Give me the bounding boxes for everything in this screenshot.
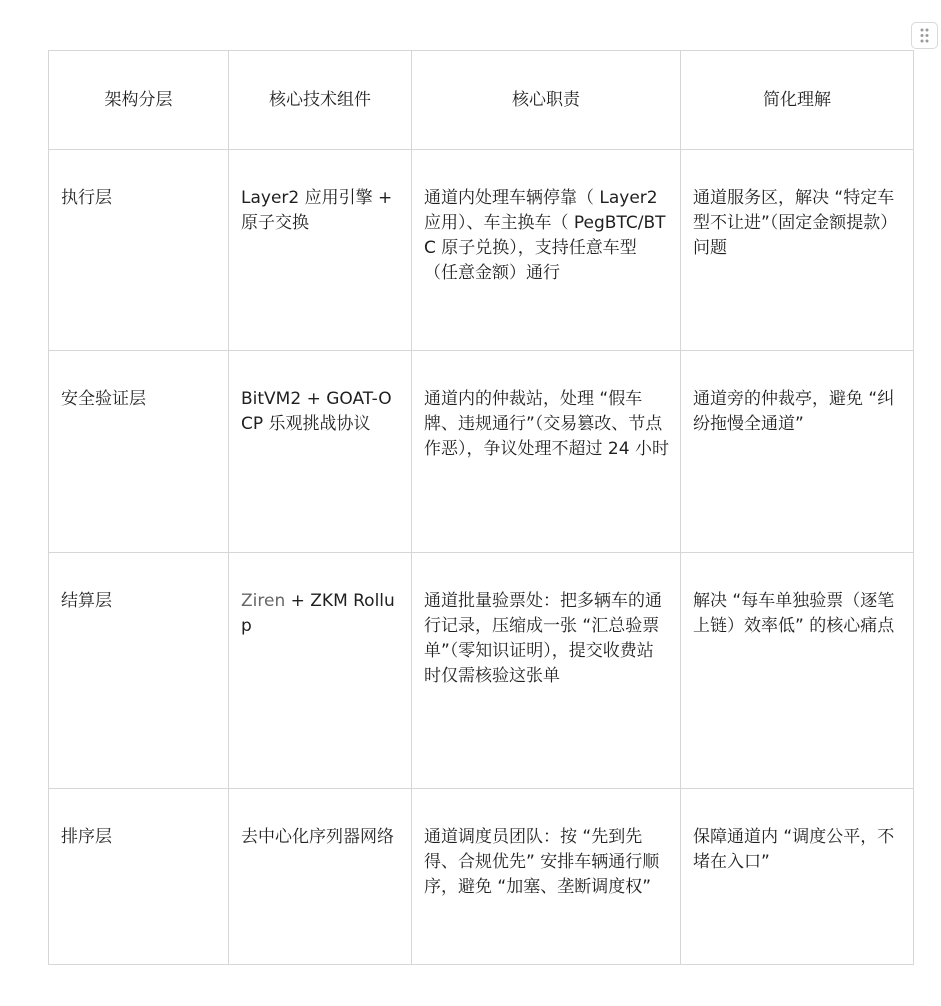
header-component: 核心技术组件 — [229, 51, 412, 150]
table-header-row — [49, 51, 914, 150]
cell-summary: 保障通道内 “调度公平，不堵在入口” — [681, 789, 914, 965]
cell-summary: 解决 “每车单独验票（逐笔上链）效率低” 的核心痛点 — [681, 553, 914, 789]
component-main: + ZKM Rollup — [241, 591, 395, 636]
table-row — [49, 553, 914, 789]
header-layer: 架构分层 — [49, 51, 229, 150]
cell-component: Layer2 应用引擎 + 原子交换 — [229, 150, 412, 351]
cell-layer: 执行层 — [49, 150, 229, 351]
cell-duty: 通道批量验票处：把多辆车的通行记录，压缩成一张 “汇总验票单”（零知识证明），提交收费站时仅需核验这张单 — [412, 553, 681, 789]
cell-duty: 通道内的仲裁站，处理 “假车牌、违规通行”（交易篡改、节点作恶），争议处理不超过 24 小时 — [412, 351, 681, 553]
architecture-table — [48, 50, 914, 965]
drag-handle-icon[interactable] — [911, 22, 938, 49]
cell-summary: 通道旁的仲裁亭，避免 “纠纷拖慢全通道” — [681, 351, 914, 553]
cell-summary: 通道服务区，解决 “特定车型不让进”（固定金额提款）问题 — [681, 150, 914, 351]
cell-component: BitVM2 + GOAT-OCP 乐观挑战协议 — [229, 351, 412, 553]
cell-layer: 排序层 — [49, 789, 229, 965]
cell-layer: 安全验证层 — [49, 351, 229, 553]
cell-duty: 通道内处理车辆停靠（ Layer2 应用）、车主换车（ PegBTC/BTC 原子兑换），支持任意车型（任意金额）通行 — [412, 150, 681, 351]
cell-component — [229, 553, 412, 789]
header-summary: 简化理解 — [681, 51, 914, 150]
cell-duty: 通道调度员团队：按 “先到先得、合规优先” 安排车辆通行顺序，避免 “加塞、垄断调度权” — [412, 789, 681, 965]
table-row — [49, 351, 914, 553]
table-row — [49, 150, 914, 351]
header-duty: 核心职责 — [412, 51, 681, 150]
component-prefix: Ziren — [241, 591, 286, 611]
cell-component: 去中心化序列器网络 — [229, 789, 412, 965]
cell-layer: 结算层 — [49, 553, 229, 789]
table-row — [49, 789, 914, 965]
